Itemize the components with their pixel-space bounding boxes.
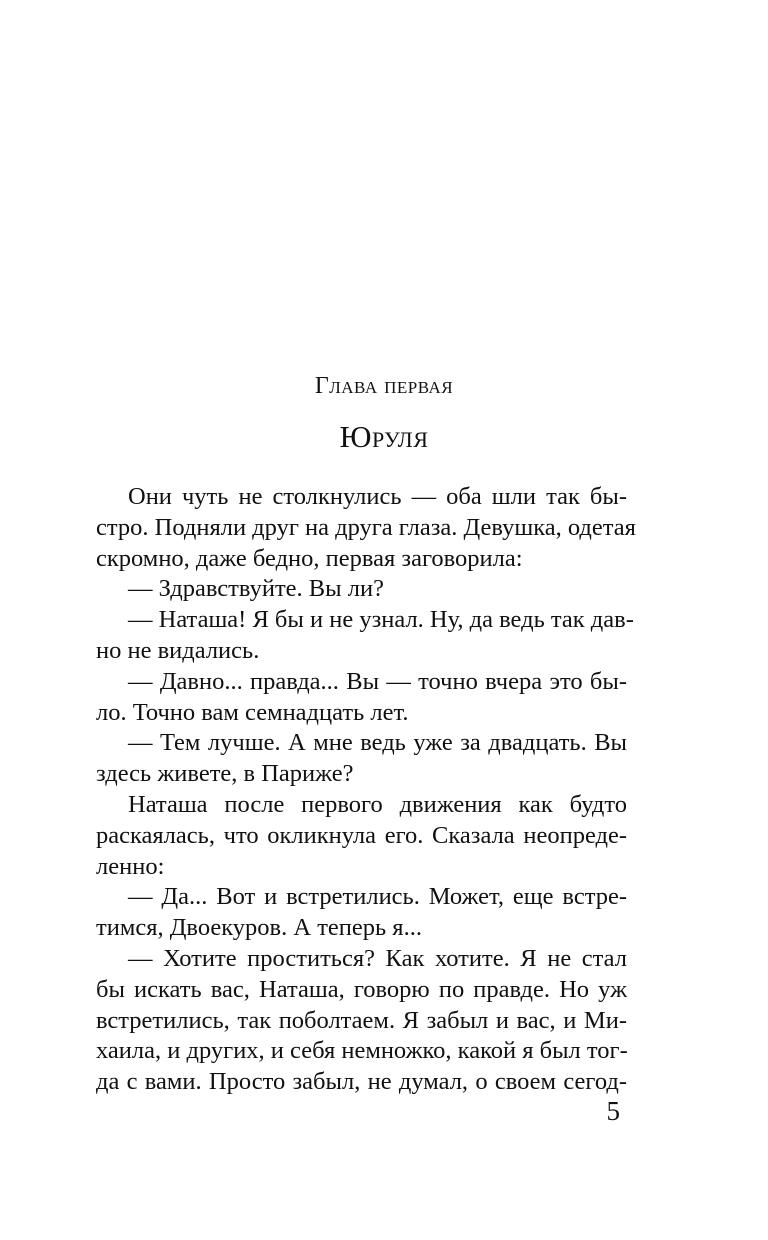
- text-line: раскаялась, что окликнула его. Сказала неопреде-: [96, 821, 627, 849]
- text-line: Наташа после первого движения как будто: [128, 790, 627, 818]
- text-line: бы искать вас, Наташа, говорю по правде. Но уж: [96, 975, 627, 1003]
- text-line: — Наташа! Я бы и не узнал. Ну, да ведь так дав-: [128, 606, 634, 634]
- text-line: здесь живете, в Париже?: [96, 760, 354, 788]
- text-line: но не видались.: [96, 636, 260, 664]
- text-line: Они чуть не столкнулись — оба шли так бы-: [128, 483, 627, 510]
- page-number: 5: [606, 1096, 620, 1126]
- text-line: — Да... Вот и встретились. Может, еще встре-: [128, 883, 627, 911]
- text-line: — Давно... правда... Вы — точно вчера это бы-: [128, 667, 627, 695]
- text-line: ло. Точно вам семнадцать лет.: [96, 698, 409, 726]
- text-line: да с вами. Просто забыл, не думал, о своем сегод-: [96, 1068, 627, 1096]
- text-line: хаила, и других, и себя немножко, какой я был тог-: [96, 1037, 628, 1065]
- text-line: встретились, так поболтаем. Я забыл и вас, и Ми-: [96, 1006, 627, 1034]
- text-line: скромно, даже бедно, первая заговорила:: [96, 544, 523, 572]
- text-line: стро. Подняли друг на друга глаза. Девушка, одетая: [96, 513, 636, 541]
- chapter-title: Юруля: [339, 419, 429, 454]
- text-line: — Здравствуйте. Вы ли?: [128, 575, 384, 603]
- chapter-body: [96, 482, 636, 1098]
- chapter-label: Глава первая: [314, 373, 454, 399]
- text-line: — Тем лучше. А мне ведь уже за двадцать. Вы: [128, 729, 627, 757]
- text-line: тимся, Двоекуров. А теперь я...: [96, 914, 422, 942]
- text-line: — Хотите проститься? Как хотите. Я не стал: [128, 944, 627, 972]
- text-line: ленно:: [96, 852, 165, 880]
